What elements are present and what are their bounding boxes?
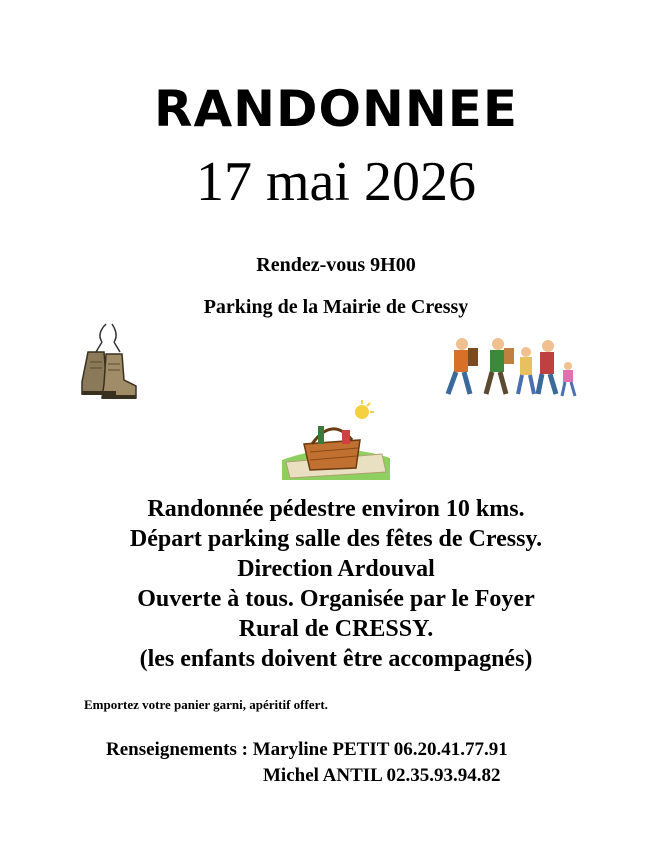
page-title: RANDONNEE (153, 80, 519, 138)
detail-line: (les enfants doivent être accompagnés) (139, 646, 533, 672)
detail-line: Randonnée pédestre environ 10 kms. (147, 496, 525, 522)
detail-line: Direction Ardouval (237, 556, 435, 582)
picnic-basket-icon (282, 400, 390, 480)
contact-line-2: Michel ANTIL 02.35.93.94.82 (263, 765, 501, 786)
contact-line-1: Renseignements : Maryline PETIT 06.20.41.77.91 (106, 739, 508, 760)
detail-line: Départ parking salle des fêtes de Cressy. (129, 526, 543, 552)
meeting-time: Rendez-vous 9H00 (256, 254, 416, 276)
event-details (0, 494, 672, 674)
hiking-boots-icon (76, 322, 140, 404)
detail-line: Rural de CRESSY. (238, 616, 434, 642)
picnic-note: Emportez votre panier garni, apéritif offert. (84, 697, 328, 712)
event-date: 17 mai 2026 (196, 151, 476, 213)
detail-line: Ouverte à tous. Organisée par le Foyer (137, 586, 535, 612)
hikers-group-icon (440, 332, 580, 400)
meeting-place: Parking de la Mairie de Cressy (203, 296, 469, 318)
